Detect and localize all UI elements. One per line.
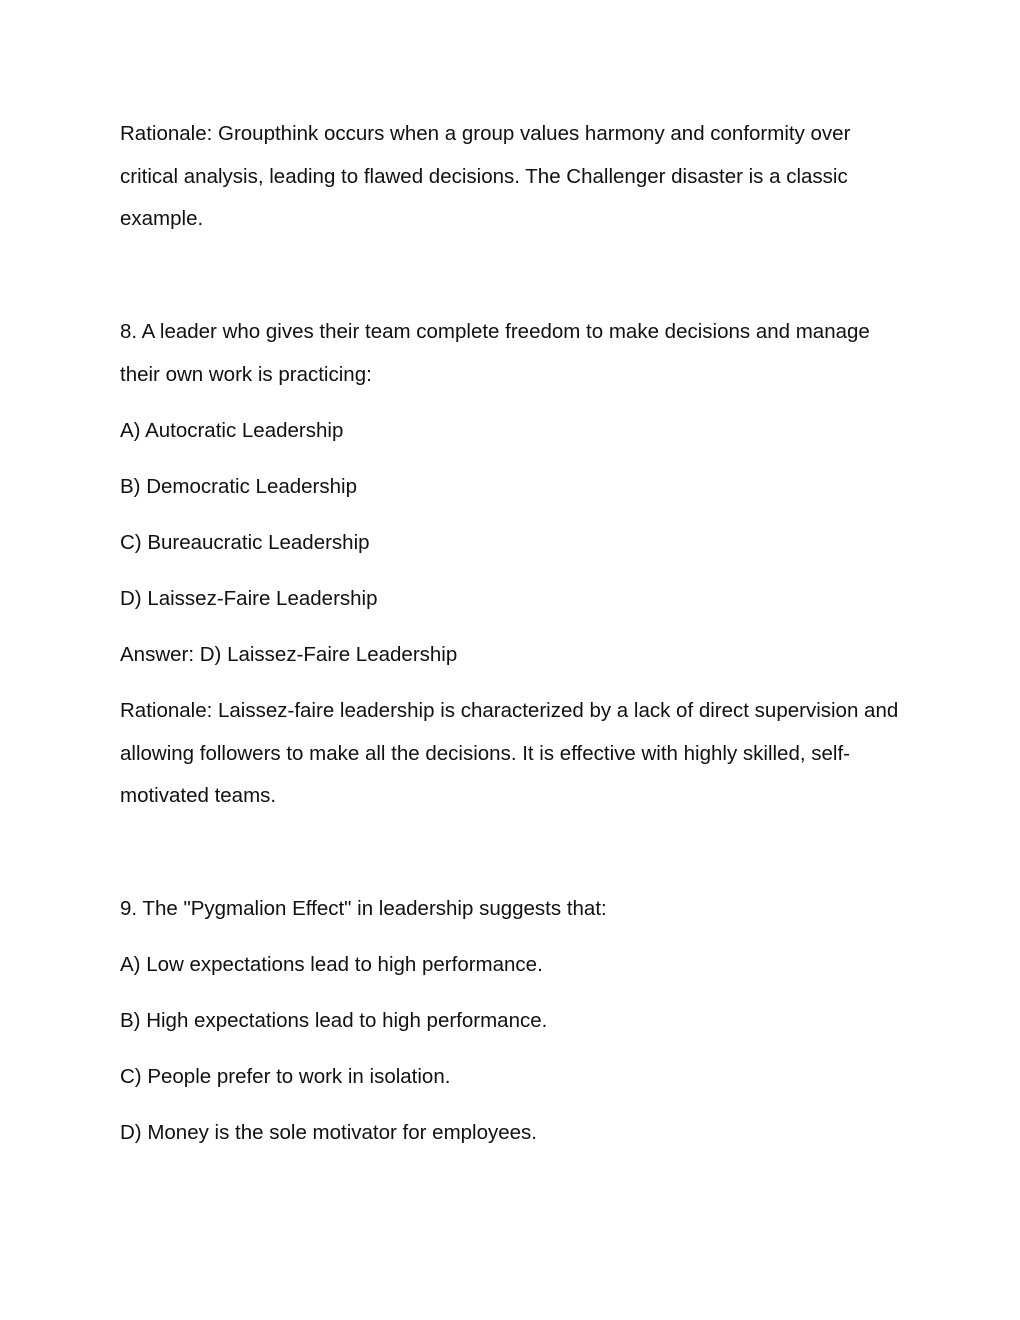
question-8-option-b: B) Democratic Leadership xyxy=(120,475,357,498)
question-8-answer: Answer: D) Laissez-Faire Leadership xyxy=(120,643,458,666)
rationale-q7: Rationale: Groupthink occurs when a group values harmony and conformity over critical analysis, leading to flawed decisions. The Challenger disaster is a classic example. xyxy=(120,122,851,230)
question-9-option-c: C) People prefer to work in isolation. xyxy=(120,1065,451,1088)
question-9-option-d: D) Money is the sole motivator for employees. xyxy=(120,1121,537,1144)
question-8-prompt: 8. A leader who gives their team complete freedom to make decisions and manage their own work is practicing: xyxy=(120,320,870,386)
question-8-option-a: A) Autocratic Leadership xyxy=(120,419,344,442)
rationale-q8: Rationale: Laissez-faire leadership is characterized by a lack of direct supervision and allowing followers to make all the decisions. It is effective with highly skilled, self-motivated teams. xyxy=(120,699,899,807)
question-8-option-c: C) Bureaucratic Leadership xyxy=(120,531,370,554)
question-9-option-b: B) High expectations lead to high performance. xyxy=(120,1009,548,1032)
question-9-option-a: A) Low expectations lead to high performance. xyxy=(120,953,543,976)
question-8-option-d: D) Laissez-Faire Leadership xyxy=(120,587,378,610)
question-9-prompt: 9. The "Pygmalion Effect" in leadership suggests that: xyxy=(120,897,607,920)
